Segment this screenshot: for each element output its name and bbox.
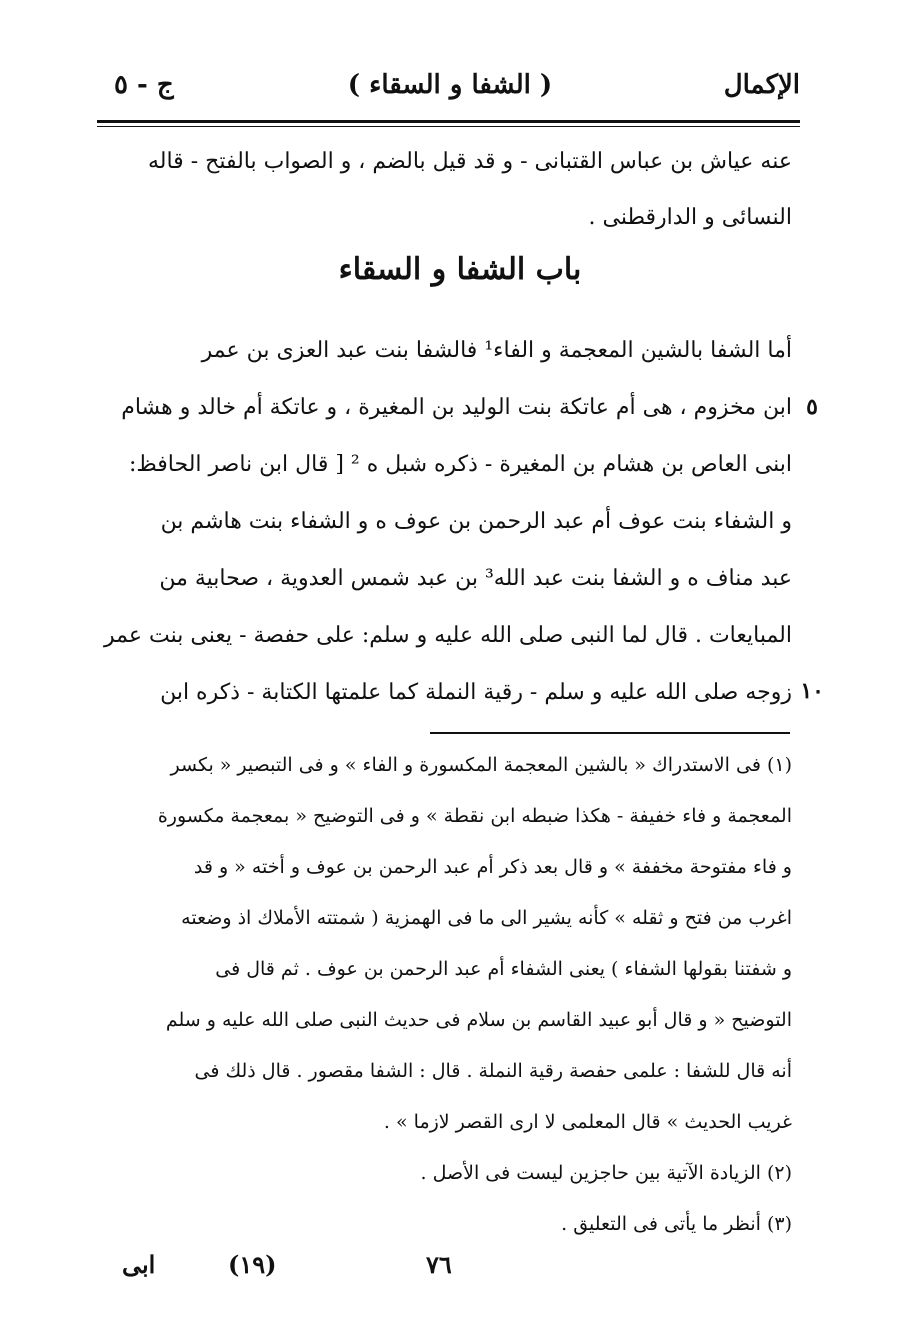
signature-mark: (١٩)	[228, 1250, 277, 1279]
footnote-line: أنه قال للشفا : علمى حفصة رقية النملة . قال : الشفا مقصور . قال ذلك فى	[194, 1060, 792, 1082]
text-line: ابنى العاص بن هشام بن المغيرة - ذكره شبل ه ² [ قال ابن ناصر الحافظ:	[129, 452, 792, 477]
chapter-title: باب الشفا و السقاء	[338, 252, 582, 287]
footnotes	[92, 740, 792, 1250]
line-number-5: ٥	[806, 394, 818, 420]
text-line: و الشفاء بنت عوف أم عبد الرحمن بن عوف ه و الشفاء بنت هاشم بن	[160, 509, 792, 534]
text-line: ابن مخزوم ، هى أم عاتكة بنت الوليد بن المغيرة ، و عاتكة أم خالد و هشام	[121, 395, 792, 420]
catchword: ابى	[122, 1250, 156, 1279]
footnote-line: و فاء مفتوحة مخففة » و قال بعد ذكر أم عبد الرحمن بن عوف و أخته « و قد	[193, 856, 792, 878]
footnote-line: غريب الحديث » قال المعلمى لا ارى القصر لازما » .	[383, 1111, 792, 1133]
page-footer	[100, 1250, 800, 1290]
footnote-line: و شفتنا بقولها الشفاء ) يعنى الشفاء أم عبد الرحمن بن عوف . ثم قال فى	[215, 958, 792, 980]
text-line: المبايعات . قال لما النبى صلى الله عليه و سلم: على حفصة - يعنى بنت عمر	[104, 623, 792, 648]
header-book-title: الإكمال	[723, 70, 800, 100]
footnote-line: اغرب من فتح و ثقله » كأنه يشير الى ما فى الهمزية ( شمتته الأملاك اذ وضعته	[181, 907, 792, 929]
header-rule-thick	[97, 120, 800, 123]
footnote-line: (٣) أنظر ما يأتى فى التعليق .	[561, 1213, 792, 1235]
text-line: عبد مناف ه و الشفا بنت عبد الله³ بن عبد شمس العدوية ، صحابية من	[159, 566, 792, 591]
continuation-text	[122, 134, 792, 246]
text-line: زوجه صلى الله عليه و سلم - رقية النملة كما علمتها الكتابة - ذكره ابن	[160, 680, 792, 705]
text-line: النسائى و الدارقطنى .	[588, 205, 792, 230]
header-volume: ج - ٥	[114, 70, 174, 100]
footnote-line: التوضيح « و قال أبو عبيد القاسم بن سلام فى حديث النبى صلى الله عليه و سلم	[165, 1009, 792, 1031]
footnote-separator	[430, 732, 790, 734]
text-line: أما الشفا بالشين المعجمة و الفاء¹ فالشفا بنت عبد العزى بن عمر	[201, 338, 792, 363]
footnote-line: (١) فى الاستدراك « بالشين المعجمة المكسورة و الفاء » و فى التبصير « بكسر	[170, 754, 792, 776]
footnote-line: (٢) الزيادة الآتية بين حاجزين ليست فى الأصل .	[420, 1162, 792, 1184]
running-header	[100, 66, 800, 110]
footnote-line: المعجمة و فاء خفيفة - هكذا ضبطه ابن نقطة » و فى التوضيح « بمعجمة مكسورة	[157, 805, 792, 827]
header-section-title: ( الشفا و السقاء )	[347, 70, 553, 100]
line-number-10: ١٠	[800, 678, 824, 704]
header-rule-thin	[97, 126, 800, 127]
main-paragraph	[104, 322, 792, 721]
text-line: عنه عياش بن عباس القتبانى - و قد قيل بالضم ، و الصواب بالفتح - قاله	[147, 149, 792, 174]
page-number: ٧٦	[426, 1250, 452, 1279]
